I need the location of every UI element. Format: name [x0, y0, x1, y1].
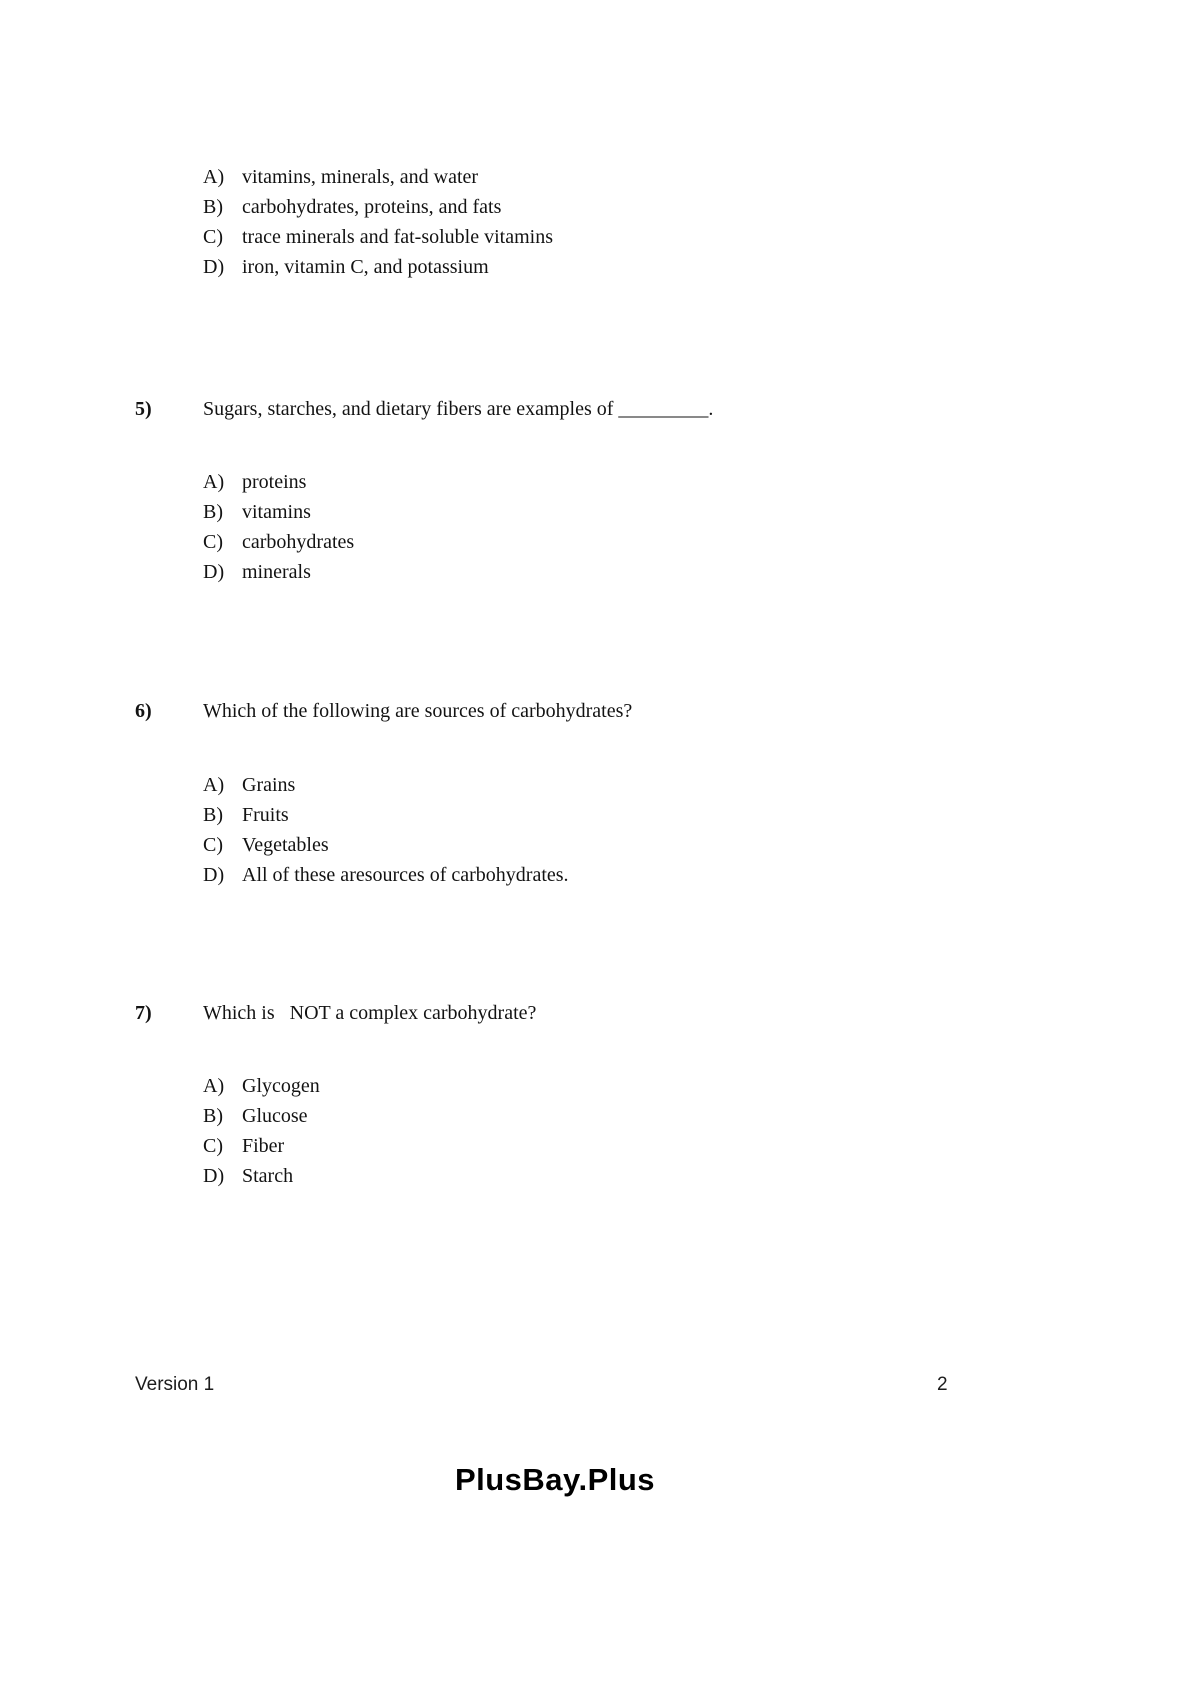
answer-option — [203, 860, 1003, 890]
question-7-options — [203, 1071, 1003, 1191]
answer-option — [203, 467, 1003, 497]
option-text: Vegetables — [242, 834, 329, 856]
option-text: Starch — [242, 1165, 294, 1187]
question-number: 6) — [135, 700, 152, 722]
answer-option — [203, 497, 1003, 527]
option-letter: C) — [203, 834, 223, 856]
question-text: Sugars, starches, and dietary fibers are examples of _________. — [203, 398, 714, 420]
answer-option — [203, 830, 1003, 860]
option-text: All of these aresources of carbohydrates. — [242, 864, 569, 886]
option-letter: D) — [203, 256, 225, 278]
option-letter: B) — [203, 1105, 223, 1127]
answer-option — [203, 1101, 1003, 1131]
question-text: Which of the following are sources of carbohydrates? — [203, 700, 633, 722]
option-letter: A) — [203, 1075, 225, 1097]
option-text: iron, vitamin C, and potassium — [242, 256, 489, 278]
answer-option — [203, 1071, 1003, 1101]
option-letter: D) — [203, 864, 225, 886]
answer-option — [203, 557, 1003, 587]
option-text: Fruits — [242, 804, 289, 826]
question-number: 5) — [135, 398, 152, 420]
option-letter: B) — [203, 804, 223, 826]
option-letter: A) — [203, 471, 225, 493]
answer-option — [203, 1161, 1003, 1191]
answer-option — [203, 192, 1003, 222]
answer-option — [203, 770, 1003, 800]
option-letter: D) — [203, 1165, 225, 1187]
footer-page-number: 2 — [937, 1374, 948, 1395]
option-text: Glucose — [242, 1105, 308, 1127]
answer-option — [203, 222, 1003, 252]
option-letter: B) — [203, 501, 223, 523]
question-number: 7) — [135, 1002, 152, 1024]
option-text: minerals — [242, 561, 311, 583]
option-letter: C) — [203, 1135, 223, 1157]
watermark-logo: PlusBay.Plus — [454, 1462, 656, 1497]
option-letter: C) — [203, 531, 223, 553]
question-text: Which is NOT a complex carbohydrate? — [203, 1002, 537, 1024]
option-letter: D) — [203, 561, 225, 583]
answer-option — [203, 1131, 1003, 1161]
option-text: carbohydrates, proteins, and fats — [242, 196, 502, 218]
option-text: vitamins, minerals, and water — [242, 166, 479, 188]
option-letter: A) — [203, 774, 225, 796]
option-text: trace minerals and fat-soluble vitamins — [242, 226, 554, 248]
footer-version-label: Version 1 — [135, 1374, 215, 1395]
question-4-options — [203, 162, 1003, 282]
option-text: Grains — [242, 774, 296, 796]
option-text: Fiber — [242, 1135, 285, 1157]
answer-option — [203, 800, 1003, 830]
option-text: vitamins — [242, 501, 311, 523]
option-text: Glycogen — [242, 1075, 320, 1097]
option-text: carbohydrates — [242, 531, 355, 553]
option-text: proteins — [242, 471, 307, 493]
answer-option — [203, 162, 1003, 192]
answer-option — [203, 252, 1003, 282]
answer-option — [203, 527, 1003, 557]
option-letter: C) — [203, 226, 223, 248]
option-letter: B) — [203, 196, 223, 218]
option-letter: A) — [203, 166, 225, 188]
question-6-options — [203, 770, 1003, 890]
question-5-options — [203, 467, 1003, 587]
